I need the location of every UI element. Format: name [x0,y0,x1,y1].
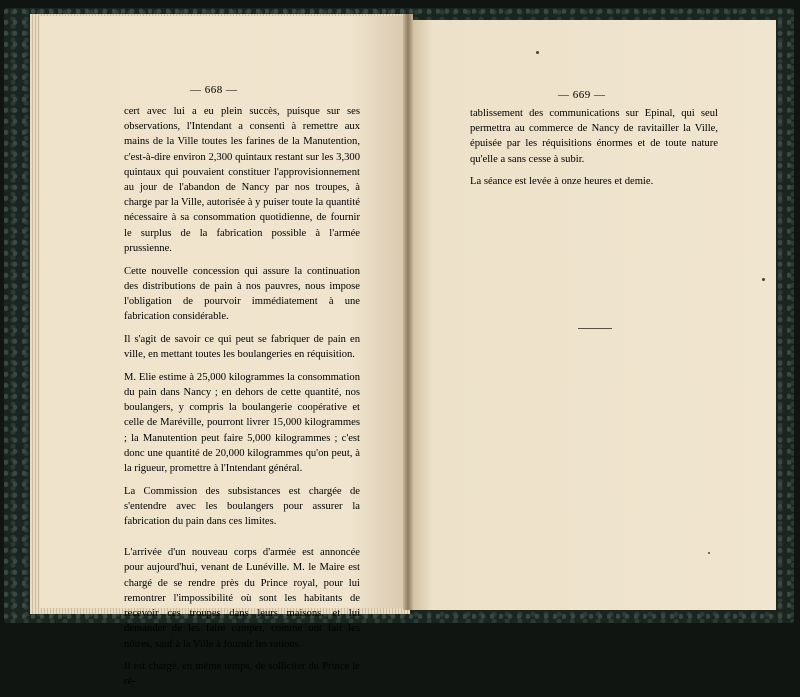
paper-speck [762,278,765,281]
paragraph-3: Il s'agit de savoir ce qui peut se fabriquer de pain en ville, en mettant toutes les boulangeries en réquisition. [124,333,360,361]
section-divider [578,328,612,329]
right-page-number: — 669 — [558,89,606,101]
paper-speck [536,51,539,54]
paragraph-5: La Commission des subsistances est chargée de s'entendre avec les boulangers pour assurer la fabrication du pain dans ces limites. [124,485,360,528]
closing-paragraph: La séance est levée à onze heures et demie. [470,176,654,188]
paragraph-2: Cette nouvelle concession qui assure la continuation des distributions de pain à nos pauvres, nous impose l'obligation de pourvoir immédiatement à une fabrication considérable. [124,265,360,323]
paragraph-7: Il est chargé, en même temps, de solliciter du Prince le ré- [124,661,360,688]
paragraph-1: tablissement des communications sur Epinal, qui seul permettra au commerce de Nancy de ravitailler la Ville, épuisée par les réquisitions énormes et de toute nature qu'elle a sans cesse à subir. [470,108,718,165]
left-page-text [124,104,360,697]
right-page-text [470,106,718,197]
paragraph-1: cert avec lui a eu plein succès, puisque sur ses observations, l'Intendant a consenti à remettre aux mains de la Ville toutes les farines de la Manutention, c'est-à-dire environ 2,300 quintaux restant sur les 3,300 quintaux qui pouvaient constituer l'approvisionnement au jour de l'abandon de Nancy par nos troupes, à charge par la Ville, autorisée à y puiser toute la quantité nécessaire à sa consommation quotidienne, de fournir le surplus de la fabrication possible à l'armée prussienne. [124,106,360,254]
paragraph-6: L'arrivée d'un nouveau corps d'armée est annoncée pour aujourd'hui, venant de Lunéville. M. le Maire est chargé de se rendre près du Prince royal, pour lui remontrer l'impossibilité où sont les habitants de recevoir ces troupes dans leurs maisons, et lui demander de les faire camper, comme ont fait les nôtres, sauf à la Ville à fournir les rations. [124,547,360,650]
left-page-number: — 668 — [190,84,238,96]
paper-speck [708,552,710,554]
book-gutter [403,14,413,610]
paragraph-4: M. Elie estime à 25,000 kilogrammes la consommation du pain dans Nancy ; en dehors de cette quantité, nos boulangers, y compris la boulangerie coopérative et celle de Maréville, pourront livrer 15,000 kilogrammes ; la Manutention peut faire 5,000 kilogrammes ; c'est donc une quantité de 20,000 kilogrammes qu'on peut, à la rigueur, promettre à l'Intendant général. [124,371,360,474]
